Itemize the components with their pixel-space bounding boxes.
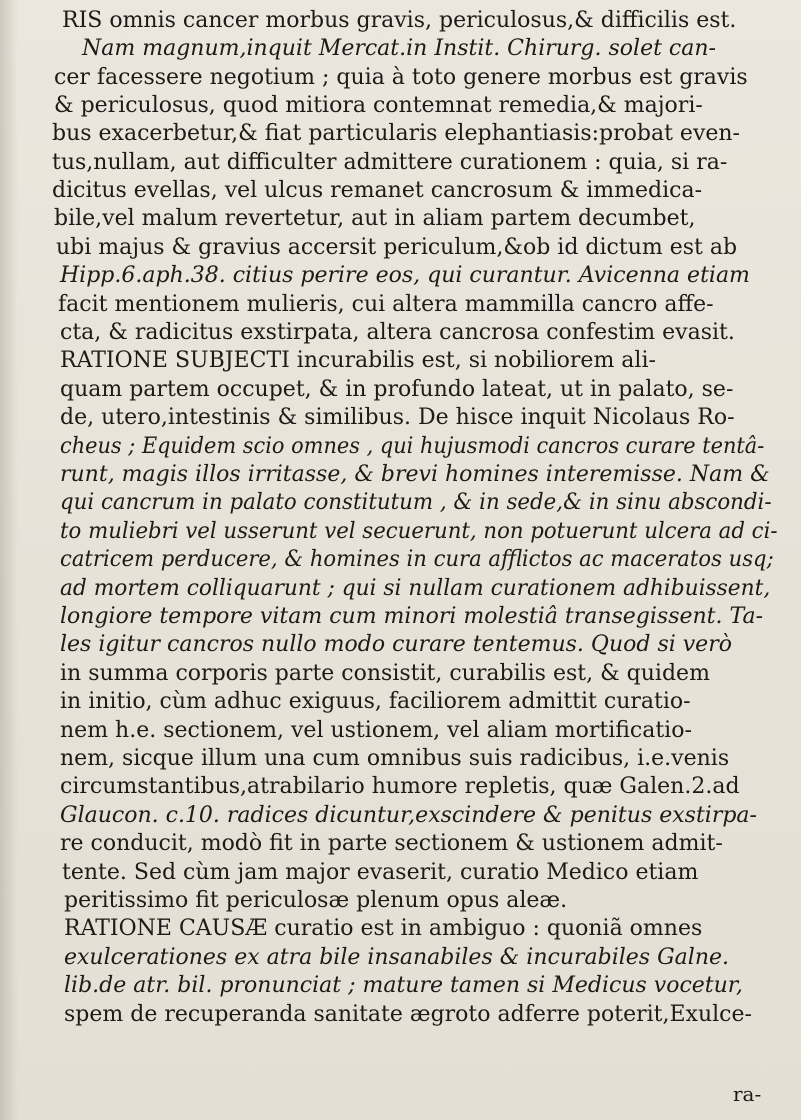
text-line: RATIONE SUBJECTI incurabilis est, si nobiliorem ali-	[60, 348, 656, 373]
text-line: les igitur cancros nullo modo curare tentemus. Quod si verò	[60, 632, 732, 657]
text-line: facit mentionem mulieris, cui altera mammilla cancro affe-	[58, 292, 714, 317]
text-line: nem h.e. sectionem, vel ustionem, vel aliam mortificatio-	[60, 718, 692, 743]
text-line: Nam magnum,inquit Mercat.in Instit. Chirurg. solet can-	[82, 36, 716, 61]
text-line: cer facessere negotium ; quia à toto genere morbus est gravis	[54, 65, 748, 90]
text-line: exulcerationes ex atra bile insanabiles & incurabiles Galne.	[64, 945, 729, 970]
text-line: in initio, cùm adhuc exiguus, faciliorem admittit curatio-	[60, 689, 691, 714]
text-line: lib.de atr. bil. pronunciat ; mature tamen si Medicus vocetur,	[64, 973, 743, 998]
text-line: bus exacerbetur,& fiat particularis elephantiasis:probat even-	[52, 121, 740, 146]
text-line: Glaucon. c.10. radices dicuntur,exscindere & penitus exstirpa-	[60, 803, 757, 828]
text-line: re conducit, modò fit in parte sectionem & ustionem admit-	[60, 831, 723, 856]
text-line: longiore tempore vitam cum minori molestiâ transegissent. Ta-	[60, 604, 764, 629]
text-line: peritissimo fit periculosæ plenum opus aleæ.	[64, 888, 568, 913]
text-line: to muliebri vel usserunt vel secuerunt, non potuerunt ulcera ad ci-	[60, 519, 778, 544]
text-line: RIS omnis cancer morbus gravis, periculosus,& difficilis est.	[62, 8, 737, 33]
text-line: Hipp.6.aph.38. citius perire eos, qui curantur. Avicenna etiam	[60, 263, 750, 288]
text-line: dicitus evellas, vel ulcus remanet cancrosum & immedica-	[52, 178, 703, 203]
text-line: cheus ; Equidem scio omnes , qui hujusmodi cancros curare tentâ-	[60, 434, 765, 459]
text-line: de, utero,intestinis & similibus. De hisce inquit Nicolaus Ro-	[60, 405, 735, 430]
text-line: bile,vel malum revertetur, aut in aliam partem decumbet,	[54, 206, 696, 231]
text-line: spem de recuperanda sanitate ægroto adferre poterit,Exulce-	[64, 1002, 752, 1027]
text-line: runt, magis illos irritasse, & brevi homines interemisse. Nam &	[60, 462, 770, 487]
text-line: catricem perducere, & homines in cura afflictos ac maceratos usq;	[60, 547, 774, 572]
text-line: tus,nullam, aut difficulter admittere curationem : quia, si ra-	[52, 150, 728, 175]
text-line: ad mortem colliquarunt ; qui si nullam curationem adhibuissent,	[60, 576, 771, 601]
text-line: quam partem occupet, & in profundo lateat, ut in palato, se-	[60, 377, 734, 402]
text-line: ubi majus & gravius accersit periculum,&ob id dictum est ab	[56, 235, 738, 260]
text-line: circumstantibus,atrabilario humore repletis, quæ Galen.2.ad	[60, 774, 740, 799]
catchword: ra-	[733, 1082, 762, 1106]
text-line: nem, sicque illum una cum omnibus suis radicibus, i.e.venis	[60, 746, 730, 771]
text-line: qui cancrum in palato constitutum , & in sede,& in sinu abscondi-	[60, 490, 772, 515]
text-line: & periculosus, quod mitiora contemnat remedia,& majori-	[54, 93, 703, 118]
text-line: in summa corporis parte consistit, curabilis est, & quidem	[60, 661, 710, 686]
text-line: RATIONE CAUSÆ curatio est in ambiguo : quoniã omnes	[64, 916, 703, 941]
text-line: cta, & radicitus exstirpata, altera cancrosa confestim evasit.	[60, 320, 735, 345]
text-line: tente. Sed cùm jam major evaserit, curatio Medico etiam	[62, 860, 699, 885]
